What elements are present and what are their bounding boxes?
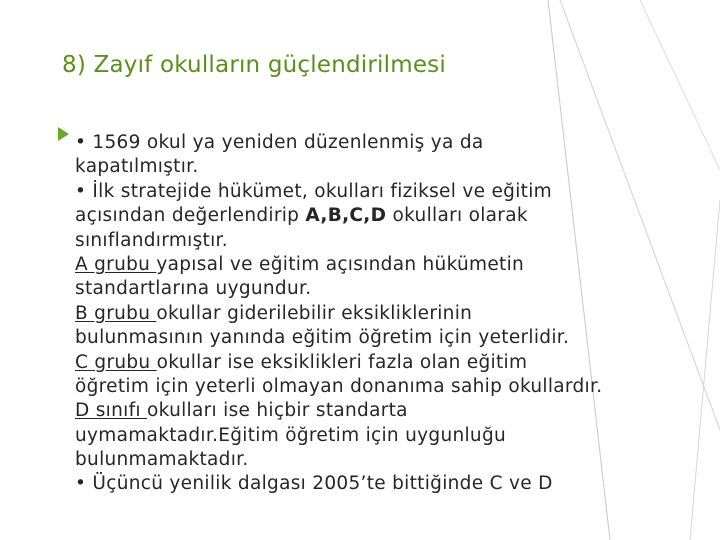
body-text: okullar ise eksiklikleri fazla olan eğitim (156, 351, 528, 373)
body-text: bulunmamaktadır. (75, 449, 249, 471)
body-text: bulunmasının yanında eğitim öğretim için yeterlidir. (75, 327, 570, 349)
school-groups-bold: A,B,C,D (305, 205, 387, 227)
body-text: sınıflandırmıştır. (75, 229, 228, 251)
body-line (75, 424, 715, 448)
body-line (75, 448, 715, 472)
slide-body (75, 131, 715, 497)
group-c-term: C grubu (75, 351, 157, 373)
group-a-term: A grubu (75, 253, 157, 275)
body-text: • 1569 okul ya yeniden düzenlenmiş ya da (75, 132, 484, 153)
body-text: uymamaktadır.Eğitim öğretim için uygunluğu (75, 424, 507, 446)
body-line (75, 131, 715, 155)
body-line (75, 277, 715, 301)
body-text: • Üçüncü yenilik dalgası 2005’te bittiğinde C ve D (75, 473, 553, 495)
body-line (75, 351, 715, 375)
body-line (75, 253, 715, 277)
body-text: yapısal ve eğitim açısından hükümetin (156, 253, 525, 275)
body-line (75, 180, 715, 204)
body-text: okullar giderilebilir eksikliklerinin (156, 302, 473, 324)
slide-title: 8) Zayıf okulların güçlendirilmesi (62, 52, 446, 78)
body-line (75, 204, 715, 228)
body-line (75, 302, 715, 326)
body-line (75, 472, 715, 496)
group-d-term: D sınıfı (75, 400, 148, 422)
body-line (75, 326, 715, 350)
body-text: öğretim için yeterli olmayan donanıma sahip okullardır. (75, 375, 603, 397)
body-line (75, 229, 715, 253)
body-text: • İlk stratejide hükümet, okulları fiziksel ve eğitim (75, 180, 552, 202)
body-line (75, 155, 715, 179)
body-text: açısından değerlendirip (75, 205, 306, 227)
body-line (75, 375, 715, 399)
body-line (75, 399, 715, 423)
group-b-term: B grubu (75, 302, 157, 324)
body-text: kapatılmıştır. (75, 156, 199, 178)
body-text: okulları ise hiçbir standarta (147, 400, 408, 422)
bullet-arrow-icon (58, 127, 69, 141)
body-text: okulları olarak (386, 205, 528, 227)
body-text: standartlarına uygundur. (75, 278, 312, 300)
